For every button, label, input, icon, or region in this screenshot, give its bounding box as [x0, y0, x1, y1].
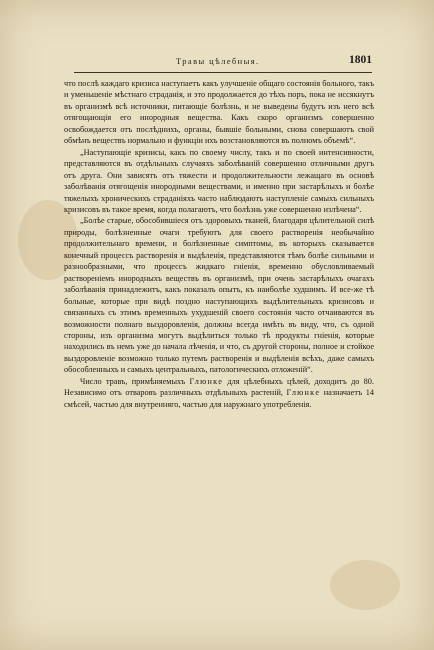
paragraph: „Болѣе старые, обособившіеся отъ здоровыхъ тканей, благодаря цѣлительной силѣ природы, болѣзненные очаги требуютъ для своего растворенія необычайно продолжительнаго времени, и болѣзненные симптомы, въ которыхъ сказывается конечный процессъ растворенія и выдѣленія, представляются тѣмъ болѣе сильными и разнообразными, что процессъ жидкаго гніенія, временно обусловливаемый раствореніемъ инородныхъ веществъ въ организмѣ, при очень застарѣлыхъ очагахъ заболѣванія принадлежитъ, какъ показалъ опытъ, къ наиболѣе худшимъ. И все-же тѣ больные, которые при видѣ поздно наступающихъ выдѣлительныхъ кризисовъ и связанныхъ съ этимъ временныхъ ухудшеній своего состоянія часто отчаиваются въ возможности полнаго выздоровленія, должны всегда имѣть въ виду, что, съ одной стороны, изъ организма могутъ выдѣлиться только тѣ продукты гніенія, которые находились въ немъ уже до начала лѣченія, и что, съ другой стороны, полное и стойкое выздоровленіе возможно только путемъ растворенія и выдѣленія всѣхъ, даже самыхъ обособленныхъ и самыхъ центральныхъ, патологическихъ отложеній“. — [64, 216, 374, 375]
paragraph: „Наступающіе кризисы, какъ по своему числу, такъ и по своей интенсивности, представляются въ отдѣльныхъ случаяхъ заболѣваній совершенно отличными другъ отъ друга. Они зависятъ отъ тяжести и продолжительности лежащаго въ основѣ заболѣванія отягощенія инородными веществами, и именно при застарѣлыхъ и болѣе тяжелыхъ хроническихъ страданіяхъ часто наблюдаютъ наступленіе самыхъ сильныхъ кризисовъ въ такое время, когда полагаютъ, что болѣзнь уже совершенно излѣчена“. — [64, 147, 374, 214]
page-body — [64, 78, 374, 410]
text-run: Число травъ, примѣняемыхъ — [80, 376, 190, 386]
author-name: Глюнкe — [189, 376, 224, 386]
page-header — [74, 54, 372, 70]
page-number: 1801 — [349, 54, 372, 66]
text-run: назначаетъ 14 смѣсей, частью для внутренняго, частью для наружнаго употребленія. — [64, 388, 374, 409]
paper-stain — [330, 560, 400, 610]
paragraph — [64, 376, 374, 410]
author-name: Глюнкe — [286, 388, 321, 398]
header-rule — [74, 72, 372, 73]
text-run: для цѣлебныхъ цѣлей, доходитъ до 80. Независимо отъ отваровъ различныхъ отдѣльныхъ растеній, — [64, 376, 374, 398]
paragraph: что послѣ каждаго кризиса наступаетъ какъ улучшеніе общаго состоянія больного, такъ и уменьшеніе мѣстнаго страданія, и это продолжается до тѣхъ поръ, пока не иссякнутъ въ организмѣ всѣ источники, питающіе болѣзнь, и не выведены будутъ изъ него всѣ отягощающія его инородныя вещества. Какъ скоро организмъ совершенно освобождается отъ послѣднихъ, органы, бывшіе больными, снова совершаютъ свой обмѣнъ веществъ нормально и функціи ихъ возстановляются въ полномъ объемѣ“. — [64, 79, 374, 146]
running-title: Травы цѣлебныя. — [176, 56, 260, 66]
